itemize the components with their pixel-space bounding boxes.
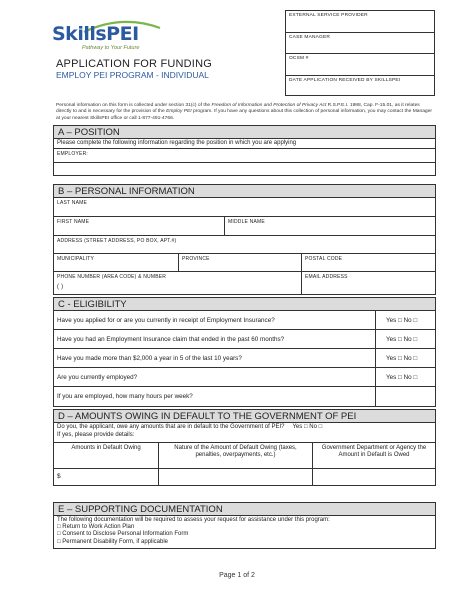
default-table-row xyxy=(54,469,435,485)
yes-no-checkboxes[interactable]: Yes □ No □ xyxy=(375,368,435,386)
email-address-field[interactable]: EMAIL ADDRESS xyxy=(301,272,435,294)
page-number: Page 1 of 2 xyxy=(219,572,255,579)
address-field[interactable]: ADDRESS (STREET ADDRESS, PO BOX, APT.#) xyxy=(54,236,435,254)
yes-no-checkboxes[interactable]: Yes □ No □ xyxy=(375,349,435,367)
ocsm-field[interactable]: OCSM # xyxy=(286,54,434,76)
phone-number-field[interactable]: PHONE NUMBER (AREA CODE) & NUMBER ( ) xyxy=(54,272,301,294)
department-field[interactable] xyxy=(312,469,435,485)
eligibility-row: Have you made more than $2,000 a year in 5 of the last 10 years? Yes □ No □ xyxy=(54,349,435,368)
consent-disclose-checkbox[interactable]: □ Consent to Disclose Personal Information Form xyxy=(57,531,189,538)
section-d-question: Do you, the applicant, owe any amounts that are in default to the Government of PEI? Yes □ No □ If yes, please provide details: xyxy=(54,423,435,443)
privacy-notice: Personal information on this form is collected under section 31(c) of the Freedom of Information and Protection of Privacy Act R.S.P.E.I. 1988, Cap. F-15.01, as it relates directly to and is necessary for the provision of the Employ PEI program. If you have any questions about this collection of personal information, you may contact the Manager at your nearest SkillsPEI office or call 1-877-491-4766. xyxy=(56,103,432,121)
return-to-work-checkbox[interactable]: □ Return to Work Action Plan xyxy=(57,524,135,531)
case-manager-field[interactable]: CASE MANAGER xyxy=(286,33,434,55)
employer-extra-line[interactable] xyxy=(54,163,435,175)
nature-field[interactable] xyxy=(158,469,312,485)
form-subtitle: EMPLOY PEI PROGRAM - INDIVIDUAL xyxy=(56,70,209,80)
logo-tagline: Pathway to Your Future xyxy=(82,45,140,51)
municipality-field[interactable]: MUNICIPALITY xyxy=(57,256,95,262)
default-yes-no-checkboxes[interactable]: Yes □ No □ xyxy=(292,424,323,430)
postal-code-field[interactable]: POSTAL CODE xyxy=(301,254,435,271)
eligibility-row: Have you applied for or are you currently in receipt of Employment Insurance? Yes □ No □ xyxy=(54,311,435,330)
col-nature: Nature of the Amount of Default Owing (taxes, penalties, overpayments, etc.) xyxy=(158,443,312,468)
permanent-disability-checkbox[interactable]: □ Permanent Disability Form, if applicable xyxy=(57,538,168,545)
amount-field[interactable]: $ xyxy=(57,473,61,480)
section-a-position xyxy=(53,125,436,176)
section-a-heading: A – POSITION xyxy=(54,126,435,139)
first-name-field[interactable]: FIRST NAME xyxy=(57,219,90,225)
documentation-list xyxy=(54,516,435,548)
hours-per-week-field[interactable] xyxy=(375,387,435,406)
col-department: Government Department or Agency the Amount in Default is Owed xyxy=(312,443,435,468)
form-title: APPLICATION FOR FUNDING xyxy=(56,58,212,70)
eligibility-row: If you are employed, how many hours per week? xyxy=(54,387,435,406)
province-field[interactable]: PROVINCE xyxy=(178,254,301,271)
default-table-header xyxy=(54,443,435,469)
employer-field[interactable]: EMPLOYER: xyxy=(54,149,435,163)
external-service-provider-field[interactable]: EXTERNAL SERVICE PROVIDER xyxy=(286,11,434,33)
eligibility-row: Have you had an Employment Insurance claim that ended in the past 60 months? Yes □ No □ xyxy=(54,330,435,349)
skillspei-logo xyxy=(52,24,152,54)
middle-name-field[interactable]: MIDDLE NAME xyxy=(224,217,435,235)
section-b-heading: B – PERSONAL INFORMATION xyxy=(54,185,435,198)
office-use-box xyxy=(285,10,435,96)
section-c-heading: C - ELIGIBILITY xyxy=(54,298,435,311)
section-e-supporting-documentation xyxy=(53,502,436,549)
section-c-eligibility xyxy=(53,297,436,407)
logo-wordmark: SkillsPEI xyxy=(52,23,139,45)
col-amounts: Amounts in Default Owing xyxy=(71,445,141,451)
eligibility-row: Are you currently employed? Yes □ No □ xyxy=(54,368,435,387)
date-received-field[interactable]: DATE APPLICATION RECEIVED BY SKILLSPEI xyxy=(289,77,401,83)
yes-no-checkboxes[interactable]: Yes □ No □ xyxy=(375,330,435,348)
yes-no-checkboxes[interactable]: Yes □ No □ xyxy=(375,311,435,329)
section-b-personal-information xyxy=(53,184,436,295)
section-a-instruction: Please complete the following information regarding the position in which you are applying xyxy=(54,139,435,149)
last-name-field[interactable]: LAST NAME xyxy=(54,198,435,217)
section-e-heading: E – SUPPORTING DOCUMENTATION xyxy=(54,503,435,516)
section-d-heading: D – AMOUNTS OWING IN DEFAULT TO THE GOVERNMENT OF PEI xyxy=(54,410,435,423)
section-d-amounts-owing xyxy=(53,409,436,486)
area-code-parentheses: ( ) xyxy=(57,284,64,290)
documentation-intro: The following documentation will be required to assess your request for assistance under this program: xyxy=(57,517,330,523)
